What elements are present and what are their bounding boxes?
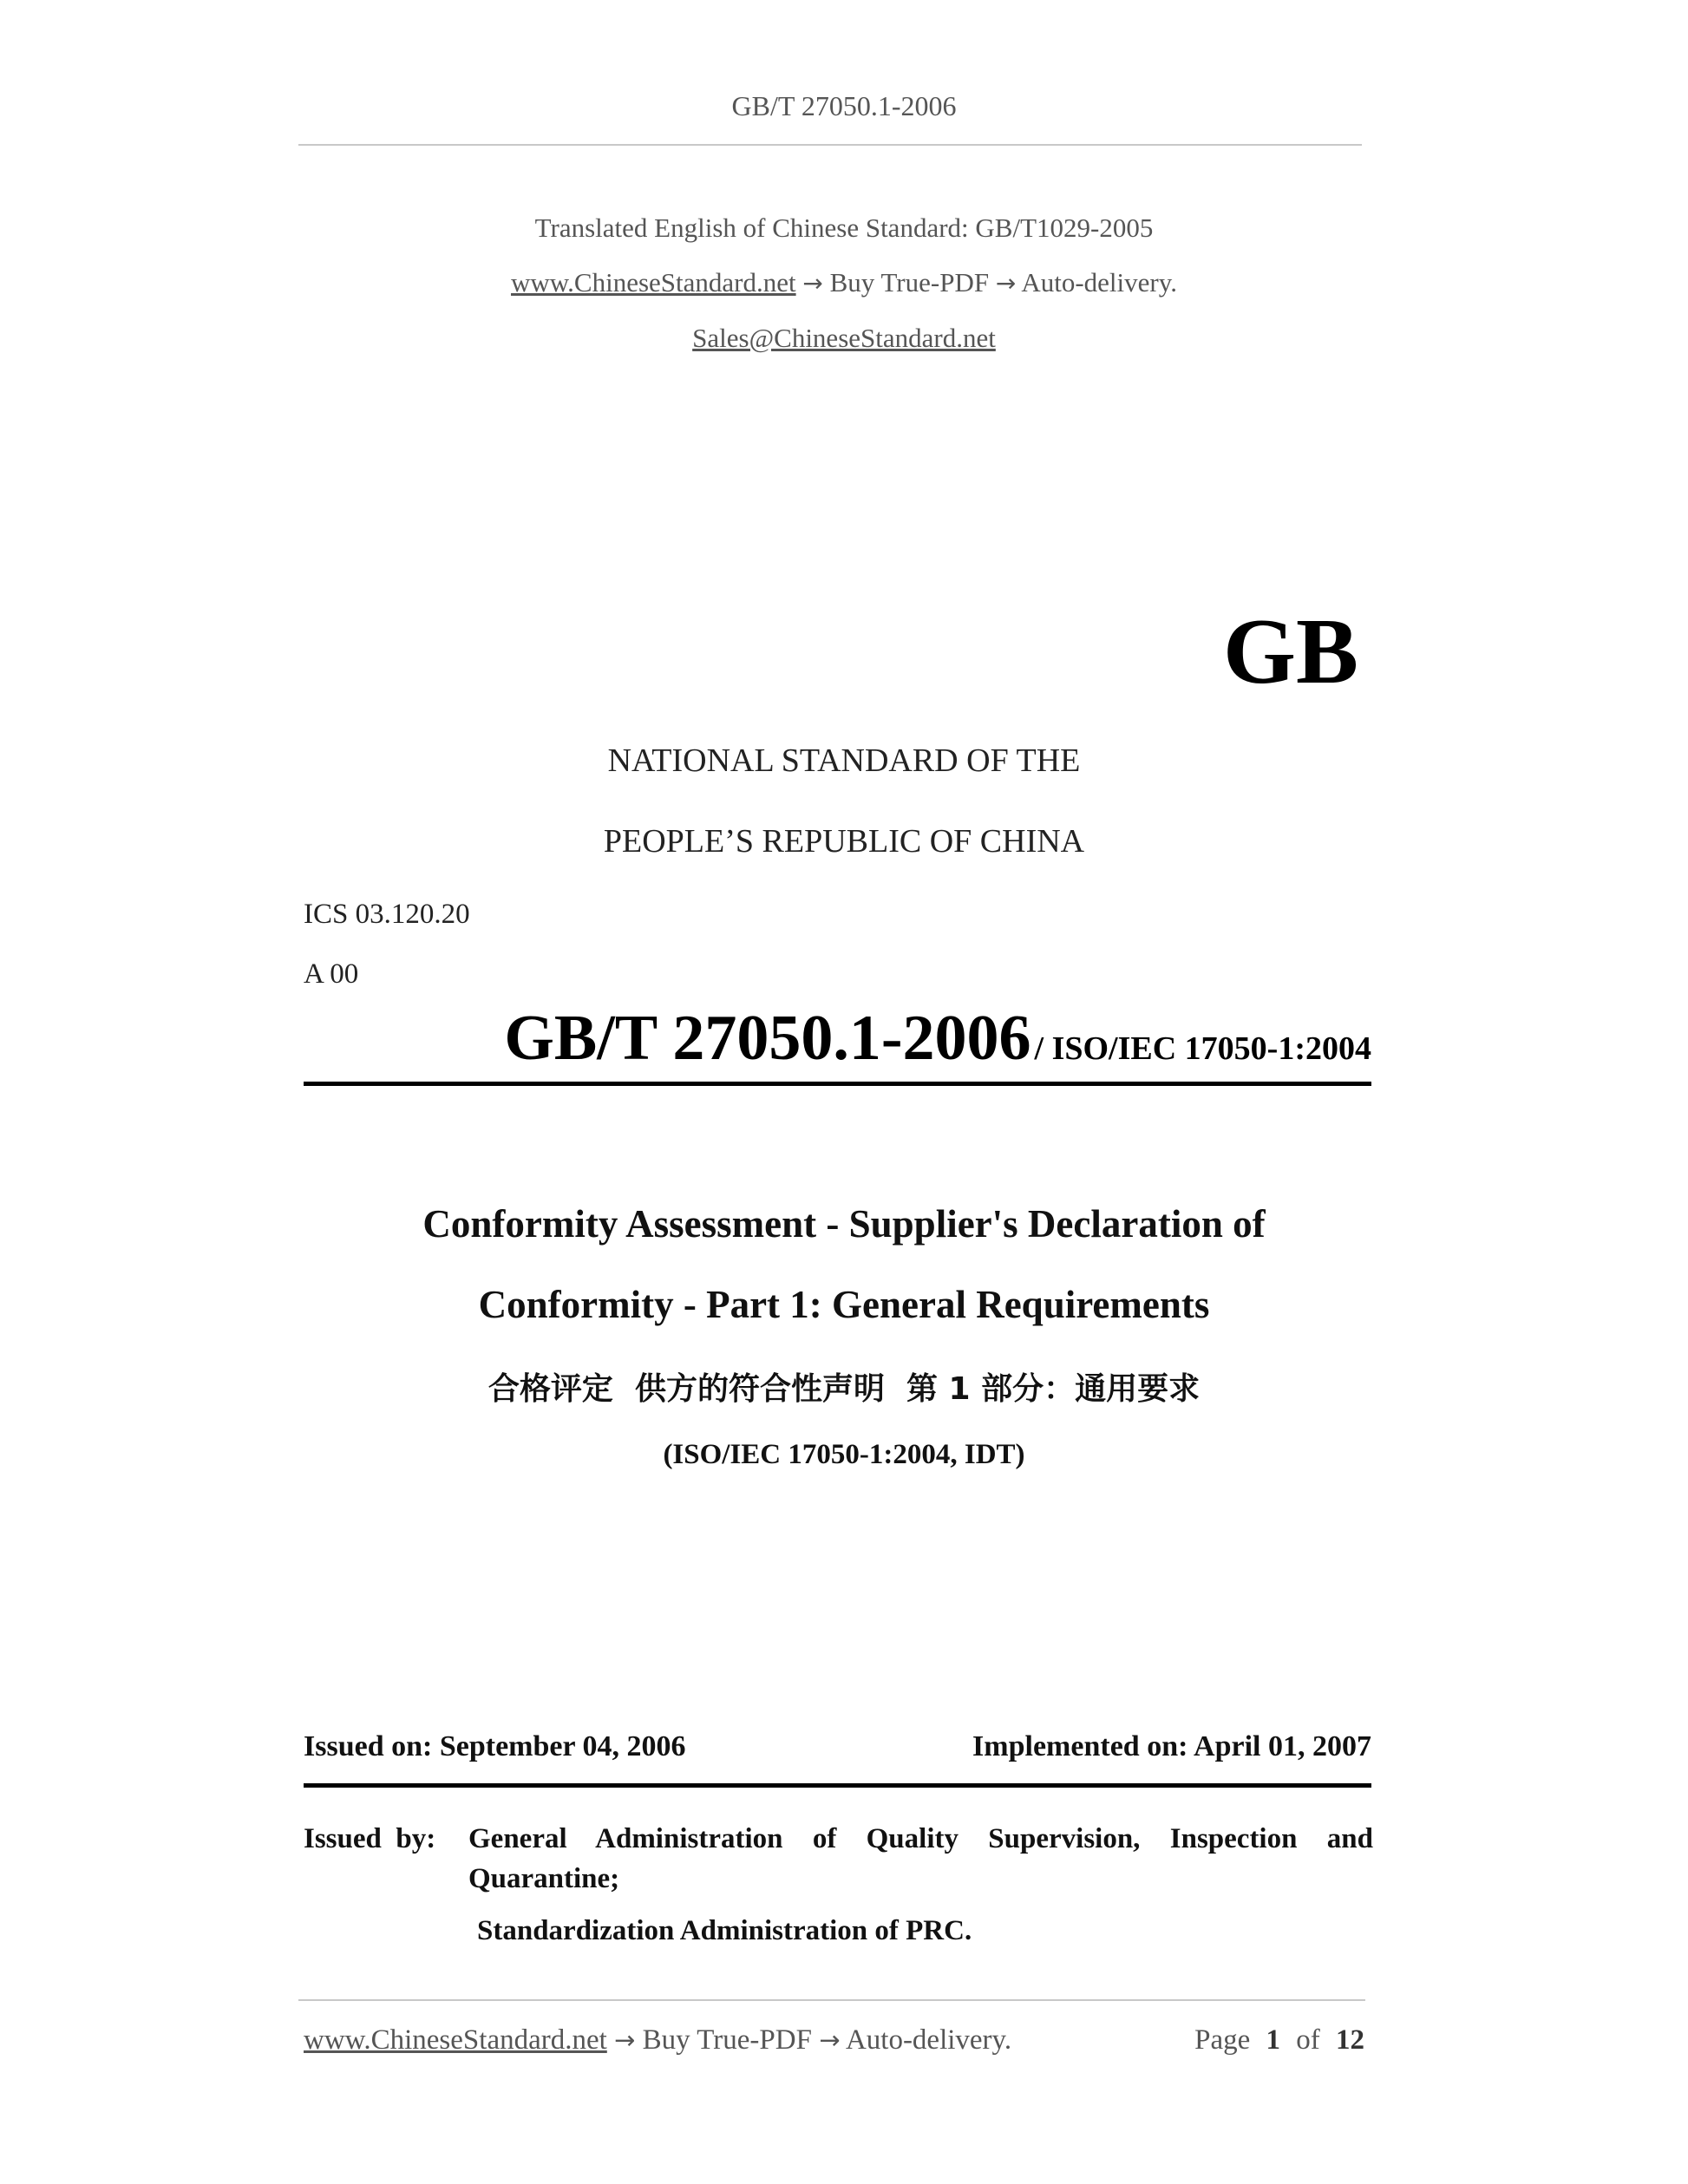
title-zh: 合格评定 供方的符合性声明 第 1 部分：通用要求 — [487, 1371, 1201, 1407]
implemented-date: Implemented on: April 01, 2007 — [972, 1730, 1371, 1762]
arrow-icon: → — [614, 2025, 636, 2055]
page-indicator — [1194, 2024, 1364, 2056]
number-divider — [304, 1082, 1371, 1086]
title-en-line2: Conformity - Part 1: General Requirements — [478, 1283, 1210, 1326]
issuer-org1-cont: Quarantine; — [468, 1863, 620, 1894]
footer-site-link[interactable]: www.ChineseStandard.net — [304, 2024, 607, 2056]
issued-by-label: Issued by: — [304, 1823, 436, 1854]
issuer-org1: General Administration of Quality Supervision, Inspection and — [468, 1823, 1373, 1854]
arrow-icon: → — [802, 269, 823, 298]
footer-divider — [298, 1999, 1365, 2001]
national-standard-line2: PEOPLE’S REPUBLIC OF CHINA — [603, 823, 1085, 860]
standard-number — [504, 1003, 1371, 1074]
header-divider — [298, 144, 1362, 146]
adoption-note: (ISO/IEC 17050-1:2004, IDT) — [663, 1439, 1025, 1470]
ics-code: ICS 03.120.20 — [304, 899, 470, 930]
email-link[interactable]: Sales@ChineseStandard.net — [692, 323, 996, 353]
standard-number-equivalent: / ISO/IEC 17050-1:2004 — [1034, 1030, 1371, 1067]
footer-buy-text: Buy True-PDF — [642, 2024, 812, 2056]
gb-logo: GB — [1222, 600, 1358, 703]
page-label: Page — [1194, 2024, 1251, 2056]
arrow-icon: → — [995, 269, 1017, 298]
translation-notice: Translated English of Chinese Standard: GB/T1029-2005 — [534, 213, 1154, 243]
national-standard-line1: NATIONAL STANDARD OF THE — [607, 742, 1081, 779]
footer-delivery-text: Auto-delivery. — [845, 2024, 1012, 2056]
running-header: GB/T 27050.1-2006 — [731, 90, 957, 121]
of-label: of — [1296, 2024, 1320, 2056]
delivery-text: Auto-delivery. — [1021, 267, 1177, 298]
purchase-line — [0, 267, 1688, 298]
page-current: 1 — [1266, 2024, 1280, 2056]
issued-date: Issued on: September 04, 2006 — [304, 1730, 686, 1762]
standard-number-main: GB/T 27050.1-2006 — [504, 1003, 1031, 1074]
email-line — [0, 323, 1688, 354]
buy-text: Buy True-PDF — [829, 267, 990, 298]
ccs-code: A 00 — [304, 958, 359, 990]
footer-purchase-line — [304, 2024, 1011, 2056]
issuer-org2: Standardization Administration of PRC. — [477, 1915, 972, 1946]
site-link[interactable]: www.ChineseStandard.net — [511, 267, 796, 298]
dates-divider — [304, 1783, 1371, 1788]
title-en-line1: Conformity Assessment - Supplier's Declaration of — [422, 1202, 1266, 1246]
page-total: 12 — [1336, 2024, 1364, 2056]
arrow-icon: → — [819, 2025, 841, 2055]
